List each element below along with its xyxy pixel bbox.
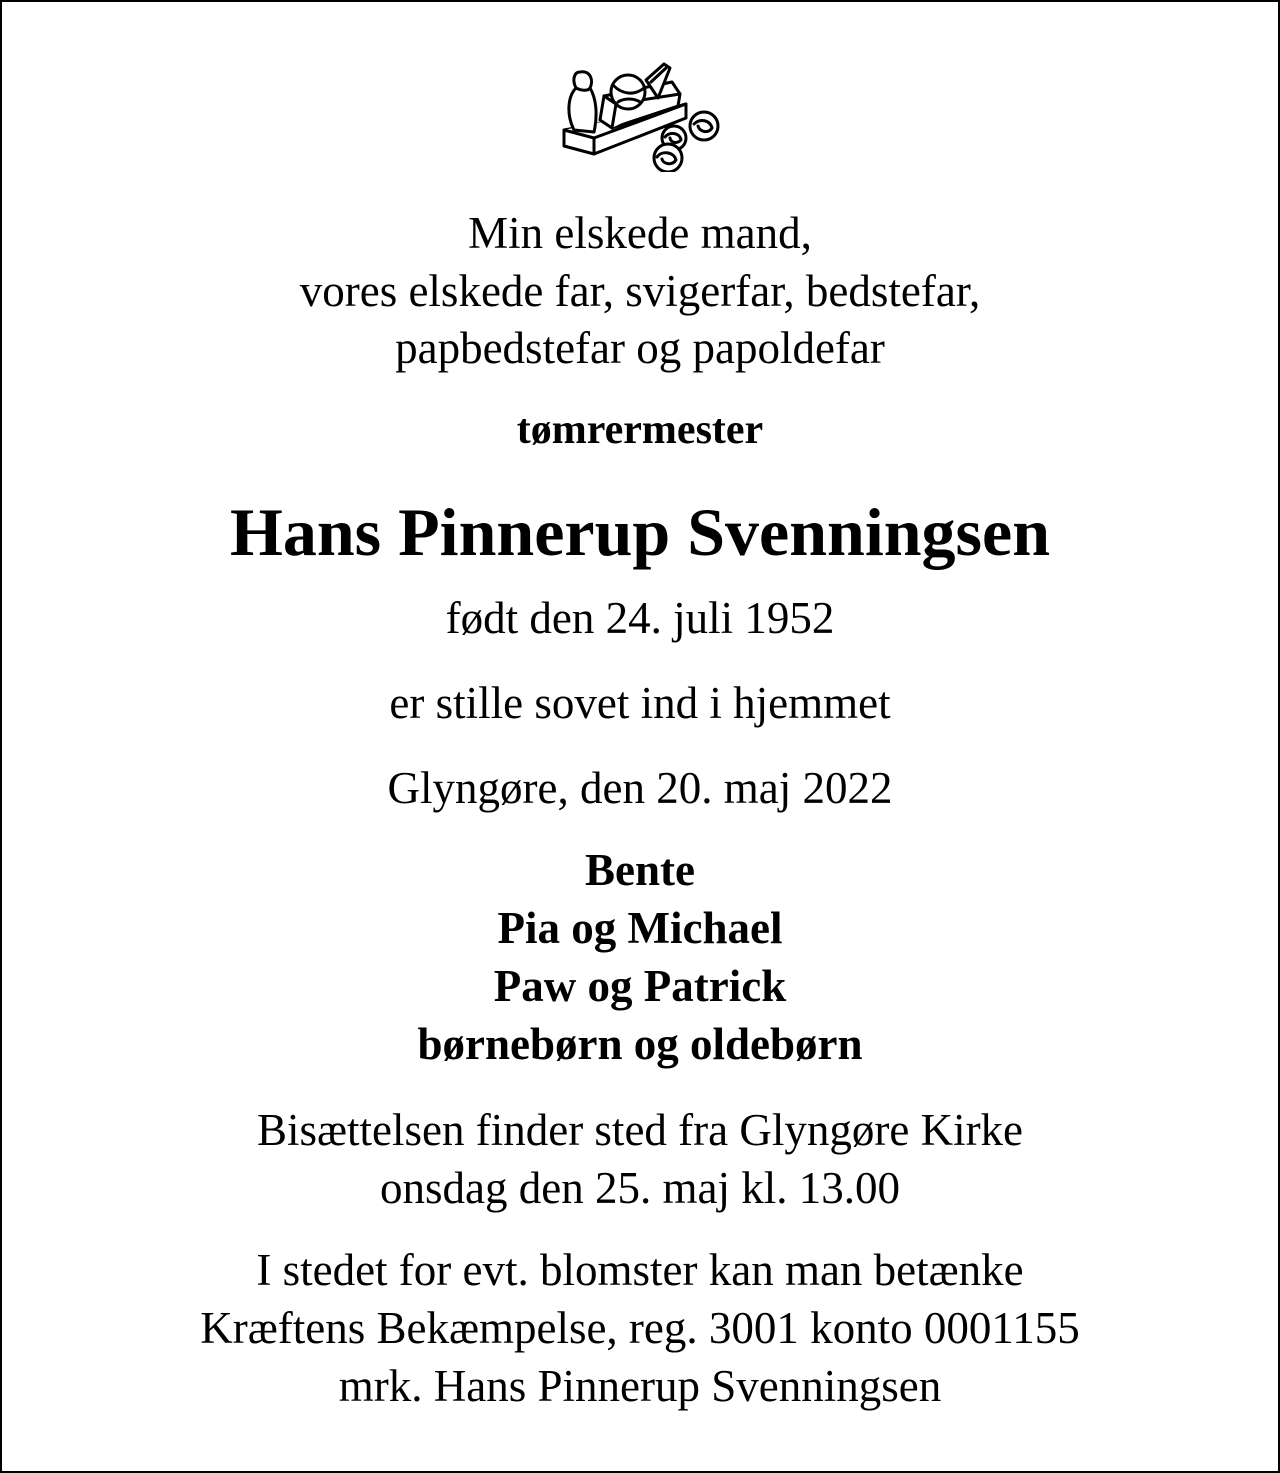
- donation-line-1: I stedet for evt. blomster kan man betænke: [256, 1245, 1024, 1295]
- place-and-date: Glyngøre, den 20. maj 2022: [387, 763, 893, 813]
- deceased-name: Hans Pinnerup Svenningsen: [229, 494, 1051, 570]
- carpenter-plane-icon: [554, 58, 726, 172]
- passing-text: er stille sovet ind i hjemmet: [389, 678, 891, 728]
- family-line-2: Pia og Michael: [497, 903, 783, 953]
- funeral-line-2: onsdag den 25. maj kl. 13.00: [380, 1163, 900, 1213]
- donation-line-3: mrk. Hans Pinnerup Svenningsen: [338, 1361, 942, 1411]
- occupation-title: tømrermester: [516, 407, 764, 453]
- intro-line-2: vores elskede far, svigerfar, bedstefar,: [299, 266, 981, 316]
- intro-line-1: Min elskede mand,: [468, 208, 812, 258]
- birth-date: født den 24. juli 1952: [445, 593, 835, 643]
- family-line-1: Bente: [585, 845, 695, 895]
- funeral-line-1: Bisættelsen finder sted fra Glyngøre Kirke: [256, 1105, 1024, 1155]
- family-line-4: børnebørn og oldebørn: [417, 1019, 863, 1069]
- intro-line-3: papbedstefar og papoldefar: [395, 323, 885, 373]
- donation-line-2: Kræftens Bekæmpelse, reg. 3001 konto 0001155: [200, 1303, 1080, 1353]
- family-line-3: Paw og Patrick: [493, 961, 787, 1011]
